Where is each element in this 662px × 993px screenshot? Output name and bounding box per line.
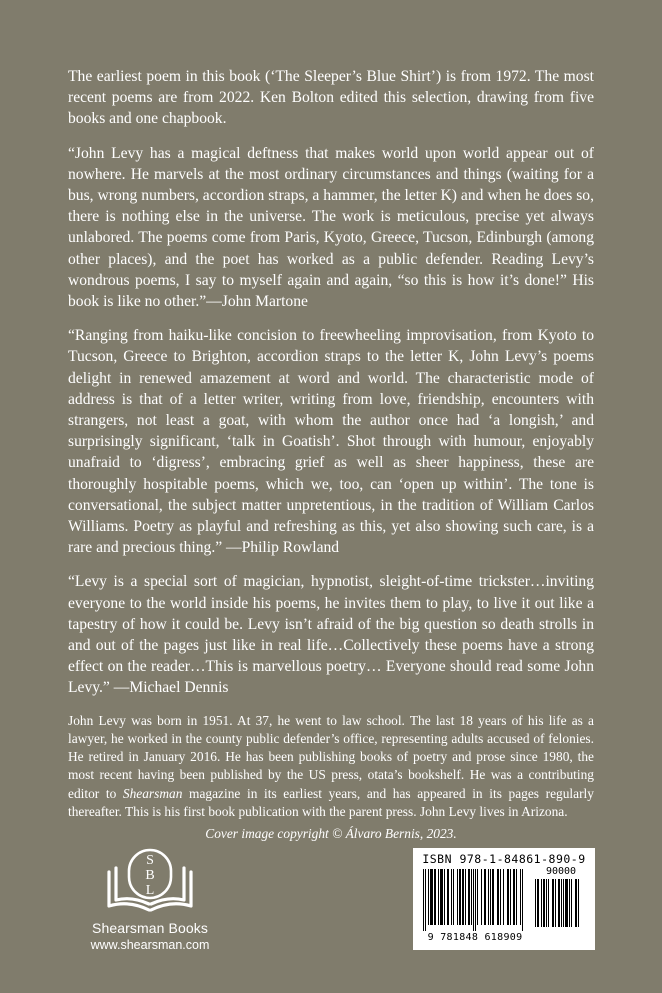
isbn-label: ISBN 978-1-84861-890-9	[422, 852, 586, 866]
bio-text-before: John Levy was born in 1951. At 37, he went to law school. The last 18 years of his life as a lawyer, he worked in the county public defender’s office, representing adults accused of felonies. He retired in January 2016. He has been publishing books of poetry and prose since 1980, the most recent having been published by the US press, otata’s bookshelf. He was a contributing editor to	[68, 712, 594, 801]
publisher-name: Shearsman Books	[92, 920, 208, 936]
bio-text-after: magazine in its earliest years, and has appeared in its pages regularly thereafter. This is his first book publication with the parent press. John Levy lives in Arizona.	[68, 785, 594, 819]
bio-magazine-title: Shearsman	[122, 785, 183, 801]
isbn-barcode	[413, 848, 595, 950]
svg-text:L: L	[145, 883, 155, 898]
svg-text:B: B	[145, 868, 155, 883]
blurb-rowland: “Ranging from haiku-like concision to freewheeling improvisation, from Kyoto to Tucson, Greece to Brighton, accordion straps to the letter K, John Levy’s poems delight in renewed amazement at word and world. The characteristic mode of address is that of a letter writer, writing from love, friendship, encounters with strangers, not least a goat, with whom the author once had ‘a longish,’ and surprisingly significant, ‘talk in Goatish’. Shot through with humour, enjoyably unafraid to ‘digress’, embracing grief as well as sheer happiness, these are thoroughly hospitable poems, which we, too, can ‘open up within’. The tone is conversational, the subject matter unpretentious, in the tradition of William Carlos Williams. Poetry as playful and refreshing as this, yet also showing such care, is a rare and precious thing.” —Philip Rowland	[68, 327, 594, 557]
intro-paragraph: The earliest poem in this book (‘The Sleeper’s Blue Shirt’) is from 1972. The most recent poems are from 2022. Ken Bolton edited this selection, drawing from five books and one chapbook.	[68, 68, 594, 128]
blurb-dennis: “Levy is a special sort of magician, hypnotist, sleight-of-time trickster…inviting everyone to the world inside his poems, he invites them to play, to live it out like a tapestry of how it could be. Levy isn’t afraid of the big question so death strolls in and out of the pages just like in real life…Collectively these poems have a strong effect on the reader…This is marvellous poetry… Everyone should read some John Levy.” —Michael Dennis	[68, 573, 594, 697]
price-code: 90000	[545, 866, 577, 877]
author-bio	[68, 712, 594, 821]
open-book-logo-icon	[105, 848, 195, 918]
cover-image-credit: Cover image copyright © Álvaro Bernis, 2023.	[205, 826, 457, 841]
publisher-logo	[70, 848, 230, 952]
svg-text:S: S	[146, 853, 154, 868]
publisher-website: www.shearsman.com	[90, 938, 210, 952]
ean-barcode-bars	[423, 869, 531, 931]
addon-barcode-bars	[535, 879, 587, 929]
blurb-martone: “John Levy has a magical deftness that makes world upon world appear out of nowhere. He marvels at the most ordinary circumstances and things (waiting for a bus, wrong numbers, accordion straps, a hammer, the letter K) and when he does so, there is nothing else in the universe. The work is meticulous, precise yet always unlabored. The poems come from Paris, Kyoto, Greece, Tucson, Edinburgh (among other places), and the poet has worked as a public defender. Reading Levy’s wondrous poems, I say to myself again and again, “so this is how it’s done!” His book is like no other.”—John Martone	[68, 144, 594, 311]
ean-digits: 9 781848 618909	[427, 932, 523, 943]
text-column	[68, 66, 594, 821]
